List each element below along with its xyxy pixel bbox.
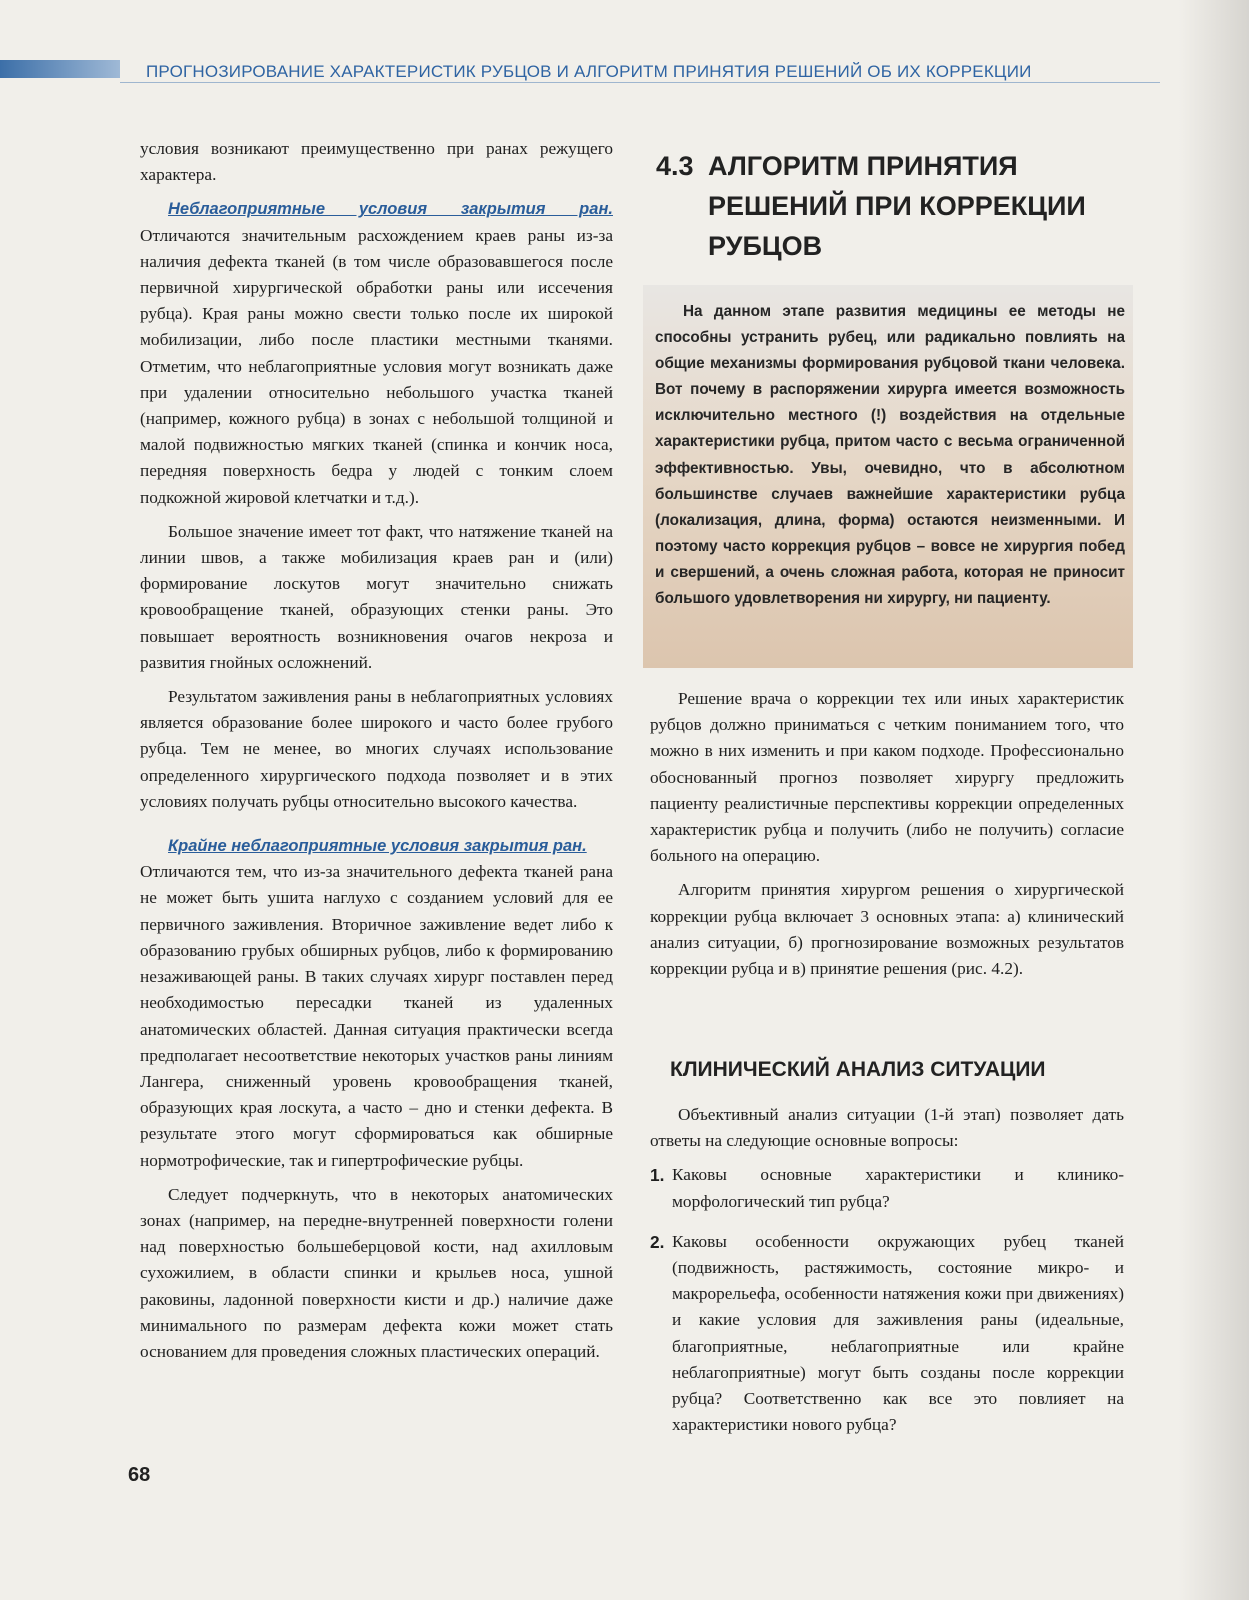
- left-paragraph-1: условия возникают преимущественно при ранах режущего характера.: [140, 139, 613, 185]
- left-column: [140, 136, 613, 1365]
- subheading-extremely-unfavorable-line: [140, 833, 613, 859]
- right-column-bottom: [650, 1102, 1124, 1438]
- subheading-extremely-unfavorable: Крайне неблагоприятные условия закрытия ран.: [168, 837, 587, 856]
- chapter-title-line-2: РЕШЕНИЙ ПРИ КОРРЕКЦИИ: [708, 191, 1086, 221]
- callout-box: [643, 285, 1133, 668]
- header-color-bar: [0, 60, 120, 78]
- question-text: Каковы особенности окружающих рубец тканей (подвижность, растяжимость, состояние микро- и макрорельефа, особенности натяжения кожи при движениях) и какие условия для заживления раны (идеальные, благоприятные, неблагоприятные или крайне неблагоприятные) могут быть созданы после коррекции рубца? Соответственно как все это повлияет на характеристики нового рубца?: [672, 1231, 1124, 1435]
- question-number: 2.: [650, 1231, 665, 1252]
- callout-text: На данном этапе развития медицины ее методы не способны устранить рубец, или радикально повлиять на общие механизмы формирования рубцовой ткани человека. Вот почему в распоряжении хирурга имеется возможность исключительно местного (!) воздействия на отдельные характеристики рубца, притом часто с весьма ограниченной эффективностью. Увы, очевидно, что в абсолютном большинстве случаев важнейшие характеристики рубца (локализация, длина, форма) остаются неизменными. И поэтому часто коррекция рубцов – вовсе не хирургия побед и свершений, а очень сложная работа, которая не приносит большого удовлетворения ни хирургу, ни пациенту.: [655, 303, 1125, 608]
- right-paragraph-2: Алгоритм принятия хирургом решения о хирургической коррекции рубца включает 3 основных этапа: а) клинический анализ ситуации, б) прогнозирование возможных результатов коррекции рубца и в) принятие решения (рис. 4.2).: [650, 880, 1124, 979]
- header-rule: [120, 82, 1160, 83]
- chapter-title-line-3: РУБЦОВ: [708, 231, 823, 261]
- left-paragraph-6: Следует подчеркнуть, что в некоторых анатомических зонах (например, на передне-внутренней поверхности голени над поверхностью большеберцовой кости, над ахилловым сухожилием, в области спинки и крыльев носа, ушной раковины, ладонной поверхности кисти и др.) наличие даже минимального по размерам дефекта кожи может стать основанием для проведения сложных пластических операций.: [140, 1184, 613, 1361]
- page-number: 68: [128, 1464, 151, 1486]
- chapter-title-line-1: АЛГОРИТМ ПРИНЯТИЯ: [708, 151, 1018, 181]
- right-paragraph-3: Объективный анализ ситуации (1-й этап) позволяет дать ответы на следующие основные вопросы:: [650, 1105, 1124, 1151]
- chapter-number: 4.3: [656, 151, 694, 181]
- list-item: [650, 1229, 1124, 1439]
- left-paragraph-4: Результатом заживления раны в неблагоприятных условиях является образование более широкого и часто более грубого рубца. Тем не менее, во многих случаях использование определенного хирургического подхода позволяет и в этих условиях получать рубцы относительно высокого качества.: [140, 687, 613, 811]
- subheading-unfavorable: Неблагоприятные условия закрытия ран.: [168, 200, 613, 219]
- left-paragraph-3: Большое значение имеет тот факт, что натяжение тканей на линии швов, а также мобилизация краев ран и (или) формирование лоскутов могут значительно снижать кровообращение тканей, образующих стенки раны. Это повышает вероятность возникновения очагов некроза и развития гнойных осложнений.: [140, 521, 613, 672]
- left-paragraph-5: Отличаются тем, что из-за значительного дефекта тканей рана не может быть ушита наглухо с созданием условий для ее первичного заживления. Вторичное заживление ведет либо к образованию грубых обширных рубцов, либо к формированию незаживающей раны. В таких случаях хирург поставлен перед необходимостью пересадки тканей из удаленных анатомических областей. Данная ситуация практически всегда предполагает несоответствие некоторых участков раны линиям Лангера, сниженный уровень кровообращения тканей, образующих края лоскута, а часто – дно и стенки дефекта. В результате этого могут сформироваться как обширные нормотрофические, так и гипертрофические рубцы.: [140, 862, 613, 1170]
- right-column-top: [650, 686, 1124, 982]
- section-title: КЛИНИЧЕСКИЙ АНАЛИЗ СИТУАЦИИ: [670, 1058, 1046, 1081]
- running-header: ПРОГНОЗИРОВАНИЕ ХАРАКТЕРИСТИК РУБЦОВ И АЛГОРИТМ ПРИНЯТИЯ РЕШЕНИЙ ОБ ИХ КОРРЕКЦИИ: [146, 62, 1032, 81]
- chapter-title: [656, 146, 1136, 266]
- right-paragraph-1: Решение врача о коррекции тех или иных характеристик рубцов должно приниматься с четким пониманием того, что можно в них изменить и при каком подходе. Профессионально обоснованный прогноз позволяет хирургу предложить пациенту реалистичные перспективы коррекции определенных характеристик рубца и получить (либо не получить) согласие больного на операцию.: [650, 689, 1124, 866]
- list-item: [650, 1162, 1124, 1214]
- question-list: [650, 1162, 1124, 1438]
- question-number: 1.: [650, 1165, 665, 1186]
- page-edge-shadow: [1179, 0, 1249, 1600]
- question-text: Каковы основные характеристики и клинико-морфологический тип рубца?: [672, 1165, 1124, 1211]
- left-paragraph-2-text: Отличаются значительным расхождением краев раны из-за наличия дефекта тканей (в том числе образовавшегося после первичной хирургической обработки раны или иссечения рубца). Края раны можно свести только после их широкой мобилизации, либо после пластики местными тканями. Отметим, что неблагоприятные условия могут возникать даже при удалении относительно небольшого участка тканей (например, кожного рубца) в зонах с небольшой толщиной и малой подвижностью мягких тканей (спинка и кончик носа, передняя поверхность бедра у людей с тонким слоем подкожной жировой клетчатки и т.д.).: [140, 225, 613, 507]
- left-paragraph-2: [140, 196, 613, 510]
